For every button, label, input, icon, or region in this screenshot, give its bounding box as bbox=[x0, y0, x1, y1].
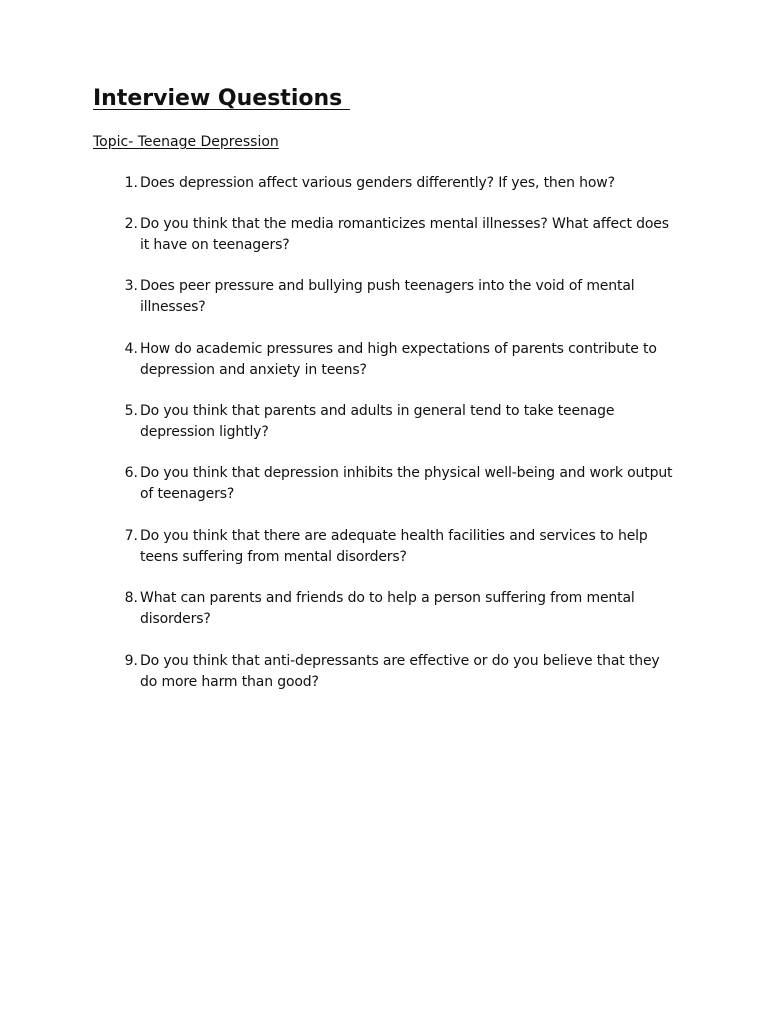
document-topic: Topic- Teenage Depression bbox=[93, 134, 279, 150]
question-text: Do you think that depression inhibits the physical well-being and work output of teenagers? bbox=[140, 465, 673, 502]
question-text: Does peer pressure and bullying push teenagers into the void of mental illnesses? bbox=[140, 278, 635, 315]
question-text: Do you think that parents and adults in general tend to take teenage depression lightly? bbox=[140, 403, 615, 440]
document-title: Interview Questions bbox=[93, 86, 350, 111]
question-number: 6. bbox=[124, 465, 138, 481]
question-number: 7. bbox=[124, 528, 138, 544]
question-text: How do academic pressures and high expectations of parents contribute to depression and anxiety in teens? bbox=[140, 341, 657, 378]
question-number: 2. bbox=[124, 216, 138, 232]
question-text: Does depression affect various genders differently? If yes, then how? bbox=[140, 175, 615, 191]
question-text: Do you think that anti-depressants are effective or do you believe that they do more harm than good? bbox=[140, 653, 660, 690]
question-number: 4. bbox=[124, 341, 138, 357]
question-text: What can parents and friends do to help a person suffering from mental disorders? bbox=[140, 590, 635, 627]
question-text: Do you think that there are adequate health facilities and services to help teens suffering from mental disorders? bbox=[140, 528, 648, 565]
question-number: 5. bbox=[124, 403, 138, 419]
question-text: Do you think that the media romanticizes mental illnesses? What affect does it have on teenagers? bbox=[140, 216, 669, 253]
question-number: 9. bbox=[124, 653, 138, 669]
question-number: 3. bbox=[124, 278, 138, 294]
question-number: 1. bbox=[124, 175, 138, 191]
question-number: 8. bbox=[124, 590, 138, 606]
